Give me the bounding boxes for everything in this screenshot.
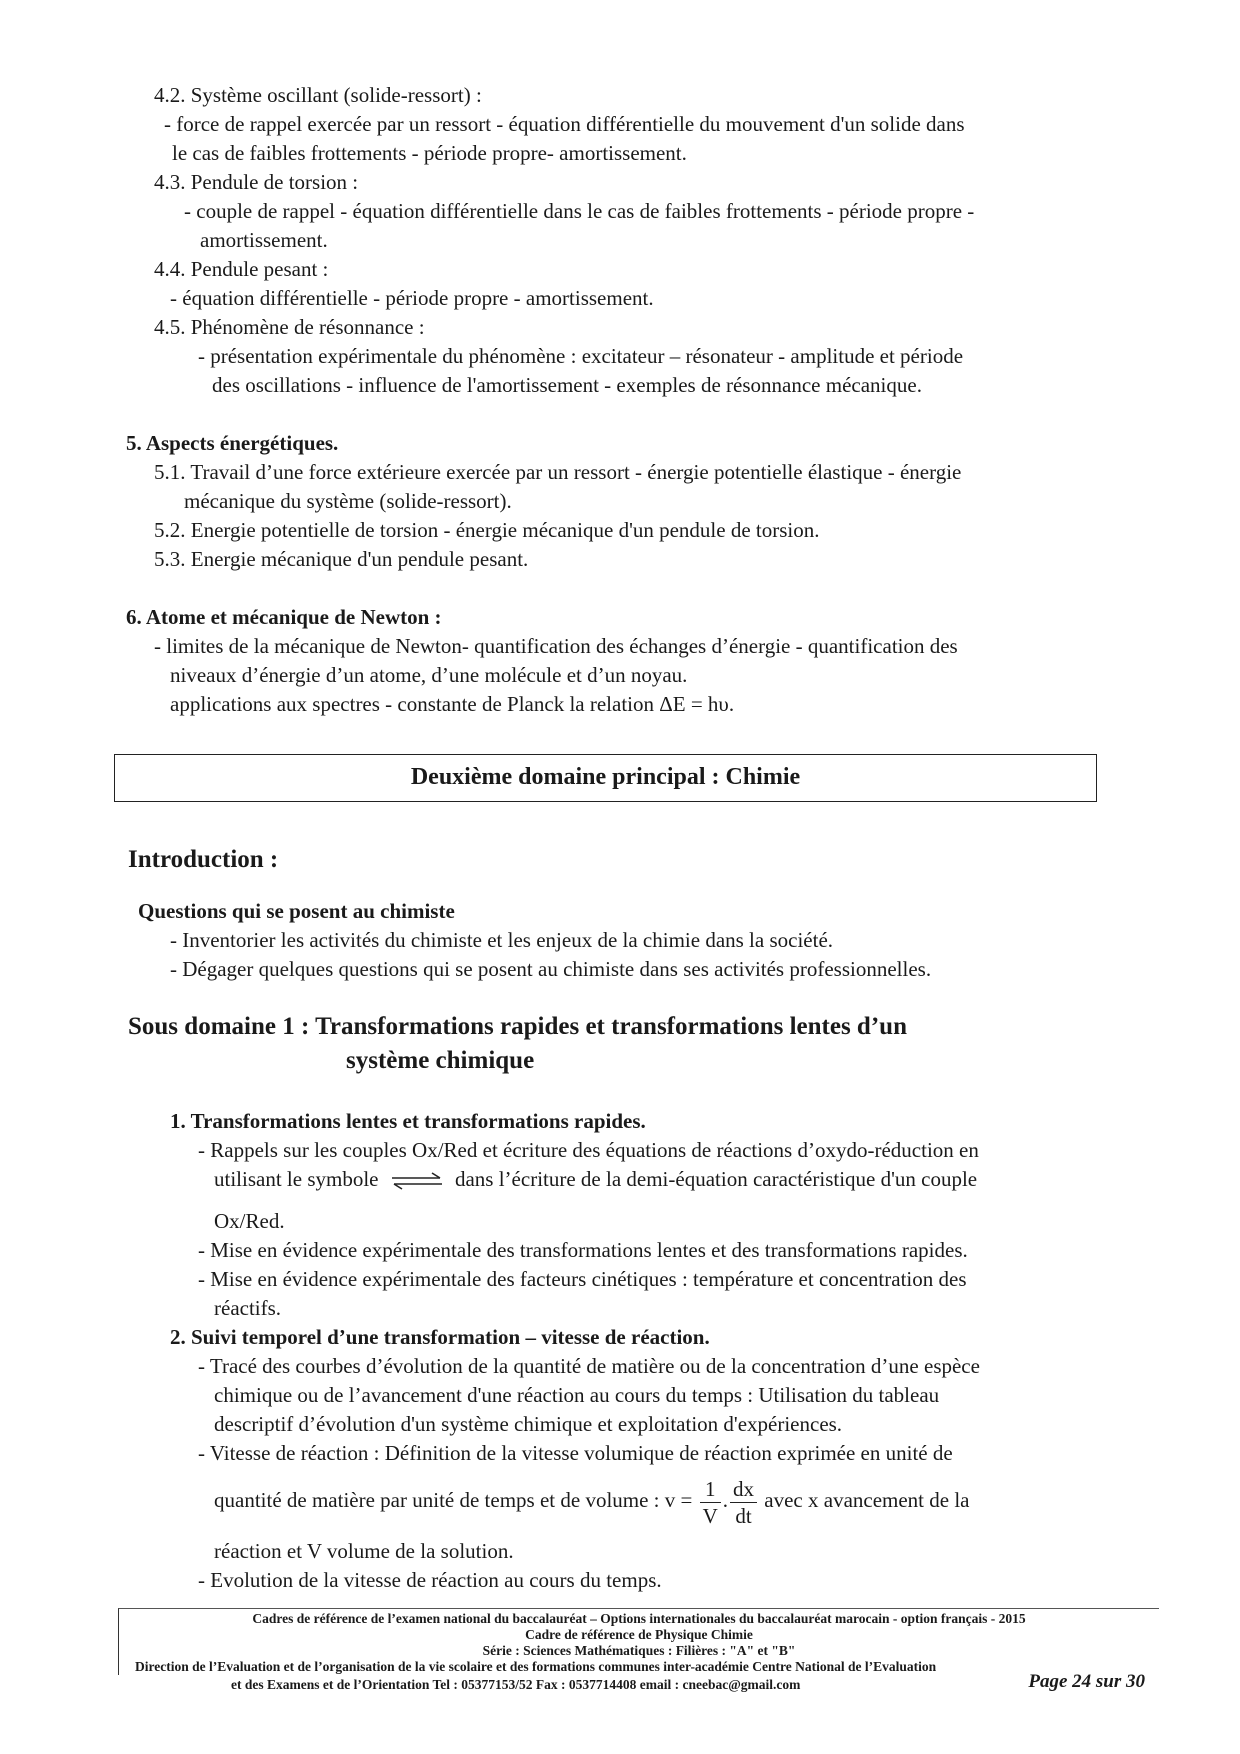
frac1-numerator: 1 bbox=[700, 1476, 721, 1503]
p1-line2-end: dans l’écriture de la demi-équation caractéristique d'un couple bbox=[454, 1167, 978, 1191]
intro-subtitle: Questions qui se posent au chimiste bbox=[138, 899, 455, 923]
p2-line2: chimique ou de l’avancement d'une réaction au cours du temps : Utilisation du tableau bbox=[214, 1383, 940, 1407]
domain-title-box bbox=[114, 754, 1097, 802]
frac2-denominator: dt bbox=[735, 1503, 752, 1528]
intro-line1: - Inventorier les activités du chimiste et les enjeux de la chimie dans la société. bbox=[170, 928, 834, 952]
frac2-numerator: dx bbox=[730, 1476, 757, 1503]
s43-line2: amortissement. bbox=[200, 228, 328, 252]
footer-line2: Cadre de référence de Physique Chimie bbox=[525, 1627, 753, 1642]
footer-line4: Direction de l’Evaluation et de l’organisation de la vie scolaire et des formations communes inter-académie Centre National de l’Evaluation bbox=[135, 1659, 937, 1674]
s53-line: 5.3. Energie mécanique d'un pendule pesant. bbox=[154, 547, 529, 571]
s42-line1: - force de rappel exercée par un ressort - équation différentielle du mouvement d'un solide dans bbox=[164, 112, 965, 136]
s52-line: 5.2. Energie potentielle de torsion - énergie mécanique d'un pendule de torsion. bbox=[154, 518, 820, 542]
sec6-line3: applications aux spectres - constante de Planck la relation ΔE = hυ. bbox=[170, 692, 735, 716]
s42-title: 4.2. Système oscillant (solide-ressort) : bbox=[154, 83, 482, 107]
sd1-title-line2: système chimique bbox=[346, 1047, 535, 1074]
p2-line4: - Vitesse de réaction : Définition de la vitesse volumique de réaction exprimée en unité de bbox=[198, 1441, 953, 1465]
p1-line1: - Rappels sur les couples Ox/Red et écriture des équations de réactions d’oxydo-réduction en bbox=[198, 1138, 979, 1162]
s51-line2: mécanique du système (solide-ressort). bbox=[184, 489, 512, 513]
p2-line5-start: quantité de matière par unité de temps et de volume : v = bbox=[214, 1488, 693, 1512]
frac1-denominator: V bbox=[702, 1503, 718, 1528]
p1-line2-start: utilisant le symbole bbox=[214, 1167, 379, 1191]
page-footer bbox=[118, 1608, 1159, 1692]
p1-line4: - Mise en évidence expérimentale des transformations lentes et des transformations rapides. bbox=[198, 1238, 968, 1262]
footer-line3: Série : Sciences Mathématiques : Filières : "A" et "B" bbox=[482, 1643, 796, 1658]
s44-line1: - équation différentielle - période propre - amortissement. bbox=[170, 286, 654, 310]
fraction-dx-over-dt bbox=[730, 1476, 757, 1529]
p2-line7: - Evolution de la vitesse de réaction au cours du temps. bbox=[198, 1568, 662, 1592]
p1-line3: Ox/Red. bbox=[214, 1209, 285, 1233]
s43-line1: - couple de rappel - équation différentielle dans le cas de faibles frottements - période propre - bbox=[184, 199, 975, 223]
sec6-title: 6. Atome et mécanique de Newton : bbox=[126, 605, 442, 629]
sec5-title: 5. Aspects énergétiques. bbox=[126, 431, 339, 455]
p2-line6: réaction et V volume de la solution. bbox=[214, 1539, 514, 1563]
sec6-line1: - limites de la mécanique de Newton- quantification des échanges d’énergie - quantification des bbox=[154, 634, 958, 658]
p2-line1: - Tracé des courbes d’évolution de la quantité de matière ou de la concentration d’une espèce bbox=[198, 1354, 980, 1378]
p2-line5-end: avec x avancement de la bbox=[764, 1488, 970, 1512]
s45-line2: des oscillations - influence de l'amortissement - exemples de résonnance mécanique. bbox=[212, 373, 922, 397]
s43-title: 4.3. Pendule de torsion : bbox=[154, 170, 359, 194]
frac-dot: . bbox=[722, 1488, 729, 1512]
p1-line5: - Mise en évidence expérimentale des facteurs cinétiques : température et concentration des bbox=[198, 1267, 967, 1291]
page-number: Page 24 sur 30 bbox=[1028, 1671, 1145, 1692]
intro-line2: - Dégager quelques questions qui se posent au chimiste dans ses activités professionnelles. bbox=[170, 957, 932, 981]
sd1-title-line1: Sous domaine 1 : Transformations rapides et transformations lentes d’un bbox=[128, 1013, 907, 1040]
p1-line2 bbox=[214, 1166, 977, 1192]
footer-line5: et des Examens et de l’Orientation Tel : 05377153/52 Fax : 0537714408 email : cneebac@gmail.com bbox=[231, 1677, 801, 1692]
intro-title: Introduction : bbox=[128, 846, 279, 873]
s45-title: 4.5. Phénomène de résonnance : bbox=[154, 315, 425, 339]
p2-line5 bbox=[214, 1470, 970, 1530]
equilibrium-arrows-icon bbox=[390, 1172, 444, 1190]
p1-title: 1. Transformations lentes et transformations rapides. bbox=[170, 1109, 646, 1133]
s51-line1: 5.1. Travail d’une force extérieure exercée par un ressort - énergie potentielle élastique - énergie bbox=[154, 460, 962, 484]
s45-line1: - présentation expérimentale du phénomène : excitateur – résonateur - amplitude et période bbox=[198, 344, 964, 368]
p2-line3: descriptif d’évolution d'un système chimique et exploitation d'expériences. bbox=[214, 1412, 843, 1436]
footer-line1: Cadres de référence de l’examen national du baccalauréat – Options internationales du baccalauréat marocain - option français - 2015 bbox=[252, 1611, 1026, 1626]
sec6-line2: niveaux d’énergie d’un atome, d’une molécule et d’un noyau. bbox=[170, 663, 688, 687]
p1-line6: réactifs. bbox=[214, 1296, 282, 1320]
s42-line2: le cas de faibles frottements - période propre- amortissement. bbox=[172, 141, 687, 165]
p2-title: 2. Suivi temporel d’une transformation – vitesse de réaction. bbox=[170, 1325, 710, 1349]
s44-title: 4.4. Pendule pesant : bbox=[154, 257, 329, 281]
fraction-1-over-v bbox=[700, 1476, 721, 1529]
domain-title: Deuxième domaine principal : Chimie bbox=[410, 764, 801, 790]
